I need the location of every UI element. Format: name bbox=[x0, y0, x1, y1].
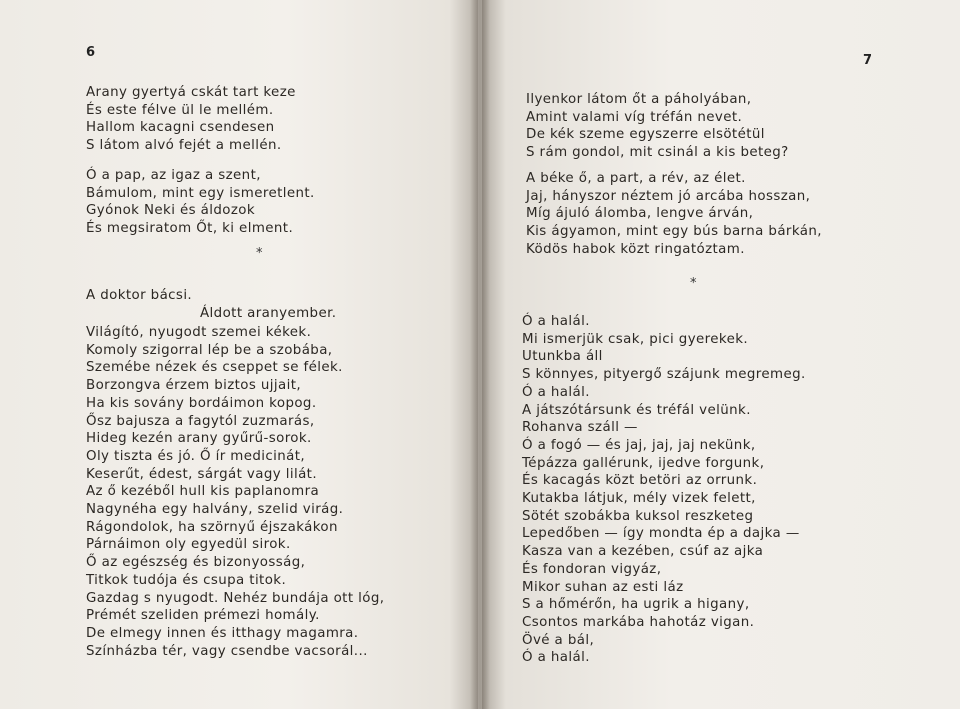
verse-line: A játszótársunk és tréfál velünk. bbox=[522, 402, 751, 418]
page-number-right: 7 bbox=[863, 53, 873, 68]
verse-line: Utunkba áll bbox=[522, 349, 603, 365]
verse-line: Ősz bajusza a fagytól zuzmarás, bbox=[86, 413, 315, 429]
verse-line: Szemébe nézek és cseppet se félek. bbox=[86, 360, 343, 376]
verse-line: Kis ágyamon, mint egy bús barna bárkán, bbox=[526, 224, 822, 240]
verse-line: Ő az egészség és bizonyosság, bbox=[86, 555, 306, 571]
verse-line: Arany gyertyá cskát tart keze bbox=[86, 85, 296, 100]
verse-line: Mi ismerjük csak, pici gyerekek. bbox=[522, 331, 749, 347]
verse-line: Rohanva száll — bbox=[522, 420, 638, 436]
verse-line: Rágondolok, ha szörnyű éjszakákon bbox=[86, 519, 338, 535]
verse-line: Világító, nyugodt szemei kékek. bbox=[86, 325, 312, 340]
section-separator: * bbox=[256, 246, 263, 261]
verse-line: S látom alvó fejét a mellén. bbox=[86, 138, 282, 154]
verse-line: Hideg kezén arany gyűrű-sorok. bbox=[86, 431, 312, 447]
verse-line: Kutakba látjuk, mély vizek felett, bbox=[522, 491, 756, 507]
verse-line: Titkok tudója és csupa titok. bbox=[86, 572, 287, 588]
left-page bbox=[0, 0, 478, 709]
verse-line: Ó a fogó — és jaj, jaj, jaj nekünk, bbox=[522, 437, 756, 453]
book-gutter bbox=[470, 0, 490, 709]
left-poem-body bbox=[86, 324, 384, 660]
verse-line: Mikor suhan az esti láz bbox=[522, 579, 684, 595]
verse-line: És fondoran vigyáz, bbox=[522, 561, 662, 577]
verse-line: Ködös habok közt ringatóztam. bbox=[526, 241, 745, 257]
right-poem-body bbox=[522, 313, 806, 667]
right-stanza-2 bbox=[526, 170, 822, 259]
poem-title: A doktor bácsi. bbox=[86, 288, 193, 303]
verse-line: Ha kis sovány bordáimon kopog. bbox=[86, 395, 317, 411]
verse-line: De kék szeme egyszerre elsötétül bbox=[526, 127, 765, 143]
verse-line: Ó a halál. bbox=[522, 650, 590, 666]
verse-line: Ó a pap, az igaz a szent, bbox=[86, 168, 261, 183]
poem-subtitle: Áldott aranyember. bbox=[200, 306, 337, 321]
verse-line: Keserűt, édest, sárgát vagy lilát. bbox=[86, 466, 317, 482]
verse-line: Prémét szeliden prémezi homály. bbox=[86, 608, 320, 624]
right-page bbox=[482, 0, 960, 709]
verse-line: Bámulom, mint egy ismeretlent. bbox=[86, 185, 315, 201]
left-stanza-1 bbox=[86, 84, 296, 155]
verse-line: Borzongva érzem biztos ujjait, bbox=[86, 378, 302, 394]
verse-line: Jaj, hányszor néztem jó arcába hosszan, bbox=[526, 188, 811, 204]
verse-line: Ó a halál. bbox=[522, 314, 590, 329]
left-stanza-2 bbox=[86, 167, 315, 238]
verse-line: Sötét szobákba kuksol reszketeg bbox=[522, 508, 754, 524]
verse-line: És este félve ül le mellém. bbox=[86, 102, 274, 118]
verse-line: Míg ájuló álomba, lengve árván, bbox=[526, 206, 754, 222]
verse-line: Lepedőben — így mondta ép a dajka — bbox=[522, 526, 800, 542]
verse-line: Színházba tér, vagy csendbe vacsorál... bbox=[86, 643, 368, 659]
verse-line: Ilyenkor látom őt a páholyában, bbox=[526, 92, 752, 107]
verse-line: Tépázza gallérunk, ijedve forgunk, bbox=[522, 455, 765, 471]
page-number-left: 6 bbox=[86, 45, 96, 60]
verse-line: S a hőmérőn, ha ugrik a higany, bbox=[522, 597, 750, 613]
verse-line: Párnáimon oly egyedül sirok. bbox=[86, 537, 291, 553]
verse-line: Amint valami víg tréfán nevet. bbox=[526, 109, 743, 125]
verse-line: Kasza van a kezében, csúf az ajka bbox=[522, 544, 764, 560]
verse-line: Hallom kacagni csendesen bbox=[86, 120, 275, 136]
verse-line: Ó a halál. bbox=[522, 384, 590, 400]
verse-line: És kacagás közt betöri az orrunk. bbox=[522, 473, 758, 489]
verse-line: Gyónok Neki és áldozok bbox=[86, 203, 256, 219]
verse-line: S rám gondol, mit csinál a kis beteg? bbox=[526, 145, 789, 161]
verse-line: Az ő kezéből hull kis paplanomra bbox=[86, 484, 320, 500]
verse-line: S könnyes, pityergő szájunk megremeg. bbox=[522, 367, 806, 383]
verse-line: Nagynéha egy halvány, szelid virág. bbox=[86, 502, 344, 518]
verse-line: Övé a bál, bbox=[522, 632, 595, 648]
verse-line: És megsiratom Őt, ki elment. bbox=[86, 221, 294, 237]
verse-line: Oly tiszta és jó. Ő ír medicinát, bbox=[86, 448, 306, 464]
verse-line: Gazdag s nyugodt. Nehéz bundája ott lóg, bbox=[86, 590, 385, 606]
section-separator: * bbox=[690, 276, 697, 291]
verse-line: De elmegy innen és itthagy magamra. bbox=[86, 625, 359, 641]
verse-line: Csontos markába hahotáz vigan. bbox=[522, 614, 755, 630]
verse-line: A béke ő, a part, a rév, az élet. bbox=[526, 171, 746, 186]
right-stanza-1 bbox=[526, 91, 789, 162]
verse-line: Komoly szigorral lép be a szobába, bbox=[86, 342, 333, 358]
